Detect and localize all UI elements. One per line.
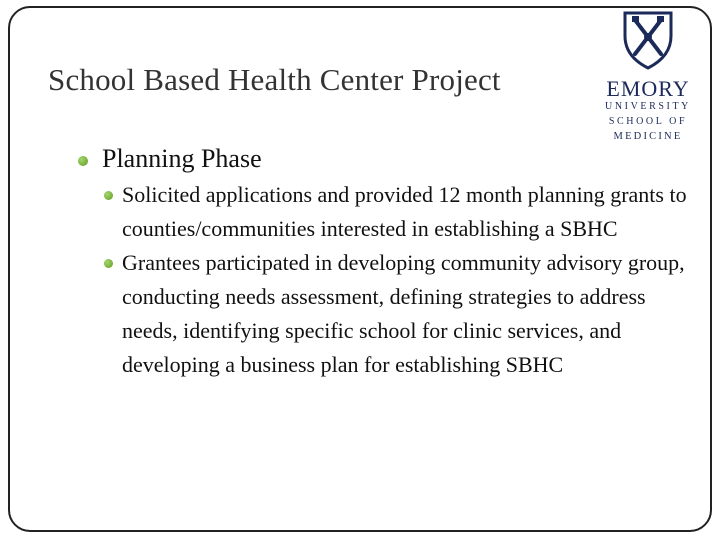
emory-shield-icon <box>622 10 674 70</box>
bullet-icon <box>78 156 88 166</box>
bullet-level1 <box>78 144 690 174</box>
planning-phase-heading: Planning Phase <box>102 144 262 173</box>
bullet-text: Solicited applications and provided 12 month planning grants to counties/communities interested in establishing a SBHC <box>122 182 687 241</box>
bullet-icon <box>104 259 113 268</box>
slide-title: School Based Health Center Project <box>48 62 501 97</box>
list-item <box>98 246 690 382</box>
logo-emory: EMORY <box>606 76 690 101</box>
logo-university: UNIVERSITY <box>605 101 691 112</box>
emory-logo <box>600 10 696 150</box>
logo-school-of: SCHOOL OF <box>608 116 688 127</box>
sub-bullet-list <box>98 178 690 382</box>
bullet-text: Grantees participated in developing community advisory group, conducting needs assessment, defining strategies to address needs, identifying specific school for clinic services, and developing a business plan for establishing SBHC <box>122 250 685 377</box>
list-item <box>98 178 690 246</box>
slide-content <box>78 144 690 382</box>
logo-medicine: MEDICINE <box>613 131 683 142</box>
bullet-icon <box>104 191 113 200</box>
